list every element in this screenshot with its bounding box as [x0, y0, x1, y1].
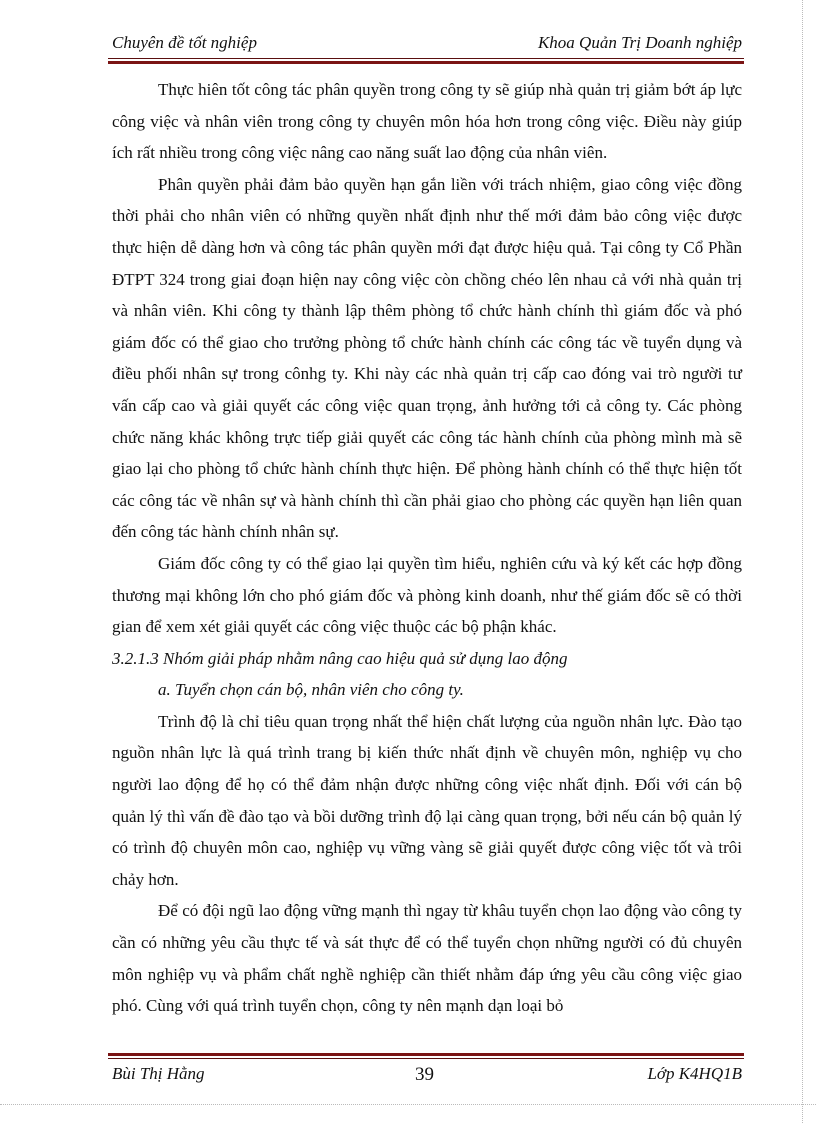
paragraph-2: Phân quyền phải đảm bảo quyền hạn gắn liền với trách nhiệm, giao công việc đồng thời phải cho nhân viên có những quyền nhất định như thế mới đảm bảo công việc được thực hiện dễ dàng hơn và công tác phân quyền mới đạt được hiệu quả. Tại công ty Cổ Phần ĐTPT 324 trong giai đoạn hiện nay công việc còn chồng chéo lên nhau cả với nhà quản trị và nhân viên. Khi công ty thành lập thêm phòng tổ chức hành chính thì giám đốc và phó giám đốc có thể giao cho trưởng phòng tổ chức hành chính các công tác về tuyển dụng và điều phối nhân sự trong cônhg ty. Khi này các nhà quản trị cấp cao đóng vai trò người tư vấn cấp cao và giải quyết các công việc quan trọng, ảnh hưởng tới cả công ty. Các phòng chức năng khác không trực tiếp giải quyết các công tác hành chính của phòng mình mà sẽ giao lại cho phòng tổ chức hành chính thực hiện. Để phòng hành chính có thể thực hiện tốt các công tác về nhân sự và hành chính thì cần phải giao cho phòng các quyền hạn liên quan đến công tác hành chính nhân sự. [112, 174, 742, 542]
footer-author: Bùi Thị Hằng [112, 1064, 205, 1083]
page-number: 39 [415, 1064, 434, 1085]
paragraph-1: Thực hiên tốt công tác phân quyền trong công ty sẽ giúp nhà quản trị giảm bớt áp lực công việc và nhân viên trong công ty chuyên môn hóa hơn trong công việc. Điều này giúp ích rất nhiều trong công việc nâng cao năng suất lao động của nhân viên. [112, 80, 742, 163]
page-border-right [802, 0, 803, 1123]
footer-rule-thin [108, 1058, 744, 1059]
subsection-heading: a. Tuyển chọn cán bộ, nhân viên cho công ty. [158, 680, 464, 700]
page-footer [112, 1064, 742, 1090]
page-border-bottom [0, 1104, 816, 1105]
section-heading: 3.2.1.3 Nhóm giải pháp nhằm nâng cao hiệu quả sử dụng lao động [112, 648, 568, 668]
header-rule-thin [108, 58, 744, 59]
paragraph-4: Trình độ là chỉ tiêu quan trọng nhất thể hiện chất lượng của nguồn nhân lực. Đào tạo nguồn nhân lực là quá trình trang bị kiến thức nhất định về chuyên môn, nghiệp vụ cho người lao động để họ có thể đảm nhận được những công việc nhất định. Đối với cán bộ quản lý thì vấn đề đào tạo và bồi dưỡng trình độ lại càng quan trọng, bởi nếu cán bộ quản lý có trình độ chuyên môn cao, nghiệp vụ vững vàng sẽ giải quyết được công việc tốt và trôi chảy hơn. [112, 711, 742, 889]
header-right-text: Khoa Quản Trị Doanh nghiệp [537, 33, 742, 52]
header-left-text: Chuyên đề tốt nghiệp [112, 33, 257, 52]
footer-rule-thick [108, 1053, 744, 1056]
page-body [112, 74, 742, 1022]
page-header [112, 33, 742, 57]
paragraph-3: Giám đốc công ty có thể giao lại quyền tìm hiểu, nghiên cứu và ký kết các hợp đồng thương mại không lớn cho phó giám đốc và phòng kinh doanh, như thế giám đốc sẽ có thời gian để xem xét giải quyết các công việc thuộc các bộ phận khác. [112, 553, 742, 637]
header-rule-thick [108, 61, 744, 64]
paragraph-5: Để có đội ngũ lao động vững mạnh thì ngay từ khâu tuyển chọn lao động vào công ty cần có những yêu cầu thực tế và sát thực để có thể tuyển chọn những người có đủ chuyên môn nghiệp vụ và phẩm chất nghề nghiệp cần thiết nhằm đáp ứng yêu cầu công việc giao phó. Cùng với quá trình tuyển chọn, công ty nên mạnh dạn loại bỏ [112, 901, 742, 1016]
footer-class: Lớp K4HQ1B [647, 1064, 742, 1083]
